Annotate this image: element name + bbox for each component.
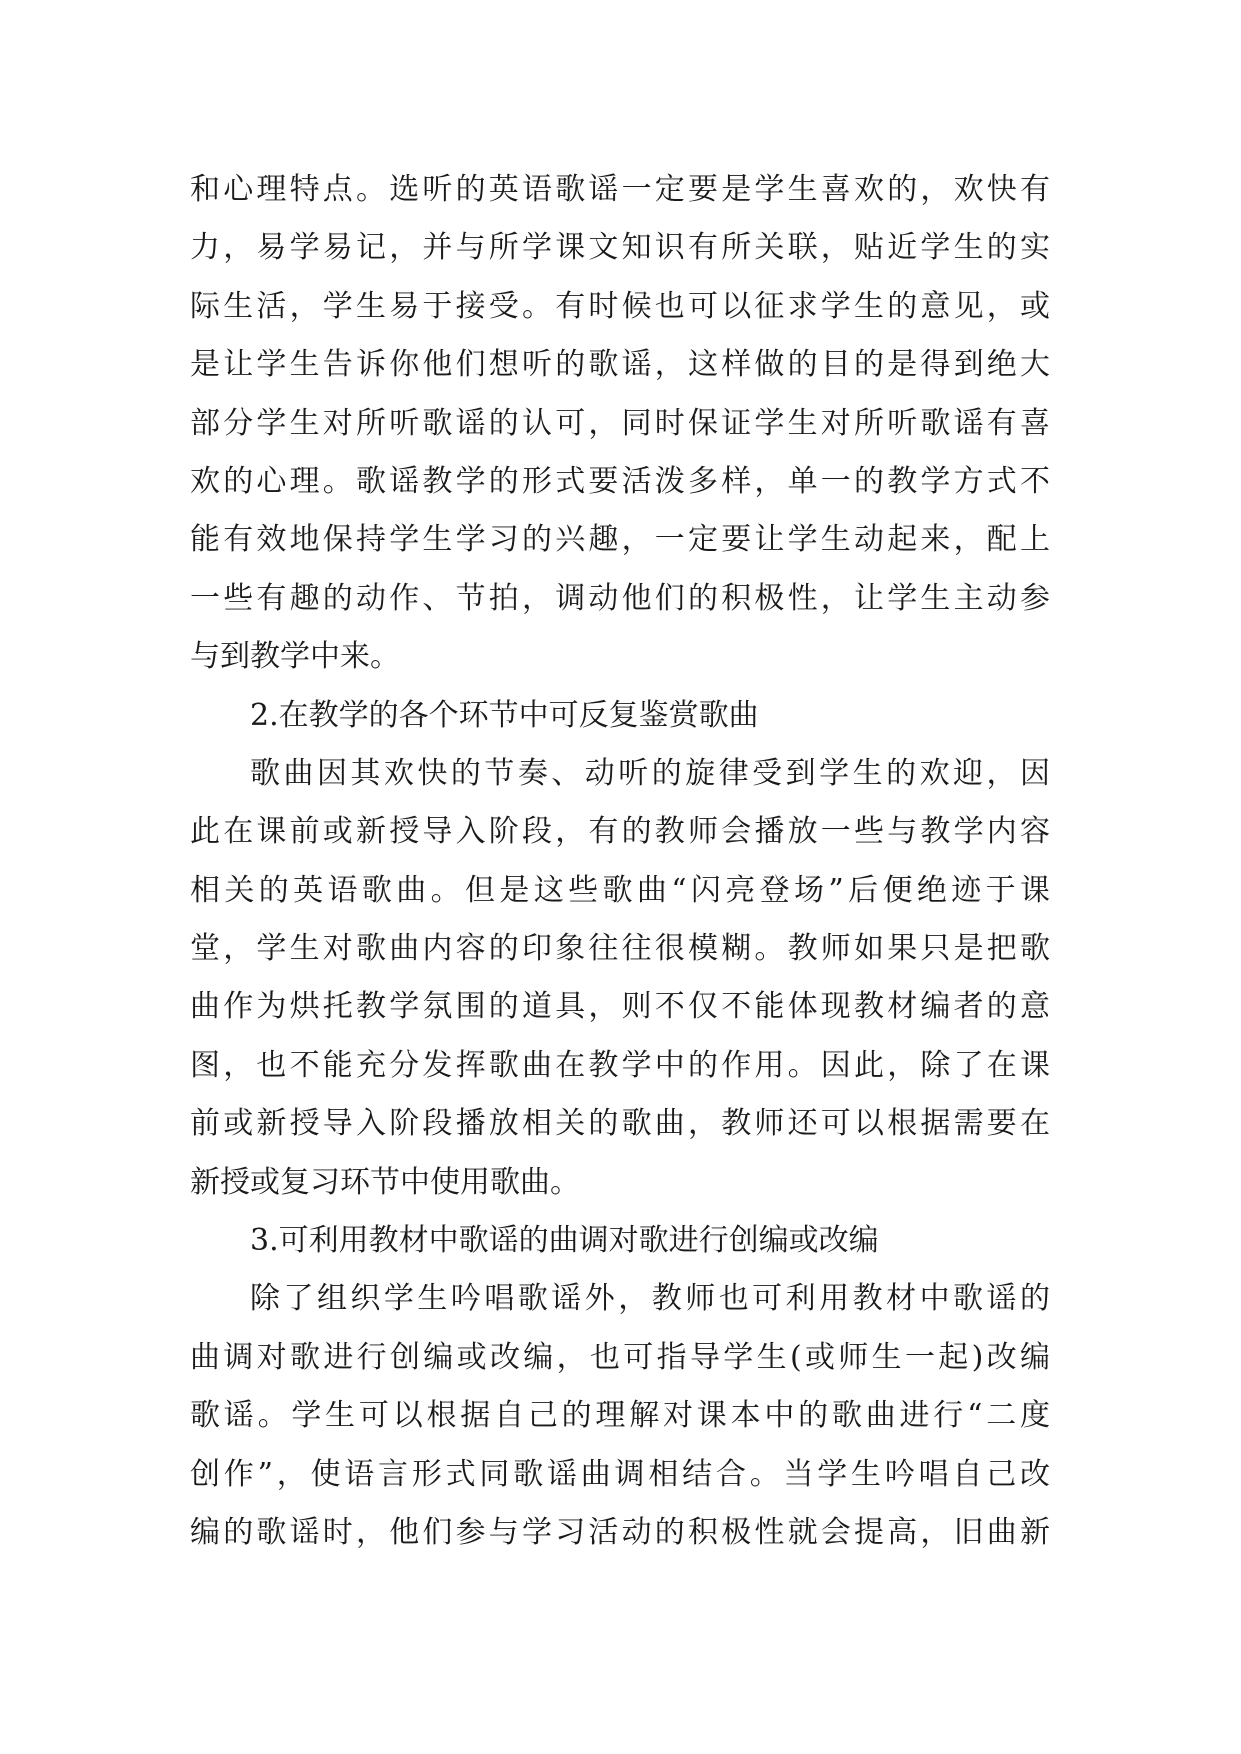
text-line: 新授或复习环节中使用歌曲。 — [190, 1164, 580, 1200]
text-line: 前或新授导入阶段播放相关的歌曲，教师还可以根据需要在 — [190, 1106, 1050, 1142]
section-heading-2 — [190, 687, 1050, 745]
text-line: 相关的英语歌曲。但是这些歌曲“闪亮登场”后便绝迹于课 — [190, 872, 1050, 908]
text-line: 力，易学易记，并与所学课文知识有所关联，贴近学生的实 — [190, 230, 1050, 266]
text-line: 歌谣。学生可以根据自己的理解对课本中的歌曲进行“二度 — [190, 1398, 1050, 1434]
text-line: 创作”，使语言形式同歌谣曲调相结合。当学生吟唱自己改 — [190, 1456, 1050, 1492]
text-line: 是让学生告诉你他们想听的歌谣，这样做的目的是得到绝大 — [190, 347, 1050, 383]
text-line: 与到教学中来。 — [190, 639, 400, 675]
text-line: 一些有趣的动作、节拍，调动他们的积极性，让学生主动参 — [190, 580, 1050, 616]
text-line: 曲调对歌进行创编或改编，也可指导学生(或师生一起)改编 — [190, 1339, 1050, 1375]
paragraph-2 — [190, 745, 1050, 1212]
text-line: 此在课前或新授导入阶段，有的教师会播放一些与教学内容 — [190, 814, 1050, 850]
text-line: 能有效地保持学生学习的兴趣，一定要让学生动起来，配上 — [190, 522, 1050, 558]
text-line: 和心理特点。选听的英语歌谣一定要是学生喜欢的，欢快有 — [190, 172, 1050, 207]
text-line: 际生活，学生易于接受。有时候也可以征求学生的意见，或 — [190, 288, 1050, 324]
heading-text: 3.可利用教材中歌谣的曲调对歌进行创编或改编 — [250, 1223, 879, 1259]
section-heading-3 — [190, 1212, 1050, 1270]
text-line: 图，也不能充分发挥歌曲在教学中的作用。因此，除了在课 — [190, 1047, 1050, 1083]
text-line: 除了组织学生吟唱歌谣外，教师也可利用教材中歌谣的 — [250, 1281, 1050, 1317]
heading-text: 2.在教学的各个环节中可反复鉴赏歌曲 — [250, 697, 759, 733]
text-line: 部分学生对所听歌谣的认可，同时保证学生对所听歌谣有喜 — [190, 405, 1050, 441]
text-line: 歌曲因其欢快的节奏、动听的旋律受到学生的欢迎，因 — [250, 755, 1050, 791]
text-line: 堂，学生对歌曲内容的印象往往很模糊。教师如果只是把歌 — [190, 931, 1050, 967]
text-line: 编的歌谣时，他们参与学习活动的积极性就会提高，旧曲新 — [190, 1514, 1050, 1550]
text-line: 曲作为烘托教学氛围的道具，则不仅不能体现教材编者的意 — [190, 989, 1050, 1025]
paragraph-1 — [190, 161, 1050, 687]
document-body — [190, 161, 1050, 1562]
paragraph-3 — [190, 1270, 1050, 1562]
text-line: 欢的心理。歌谣教学的形式要活泼多样，单一的教学方式不 — [190, 463, 1050, 499]
